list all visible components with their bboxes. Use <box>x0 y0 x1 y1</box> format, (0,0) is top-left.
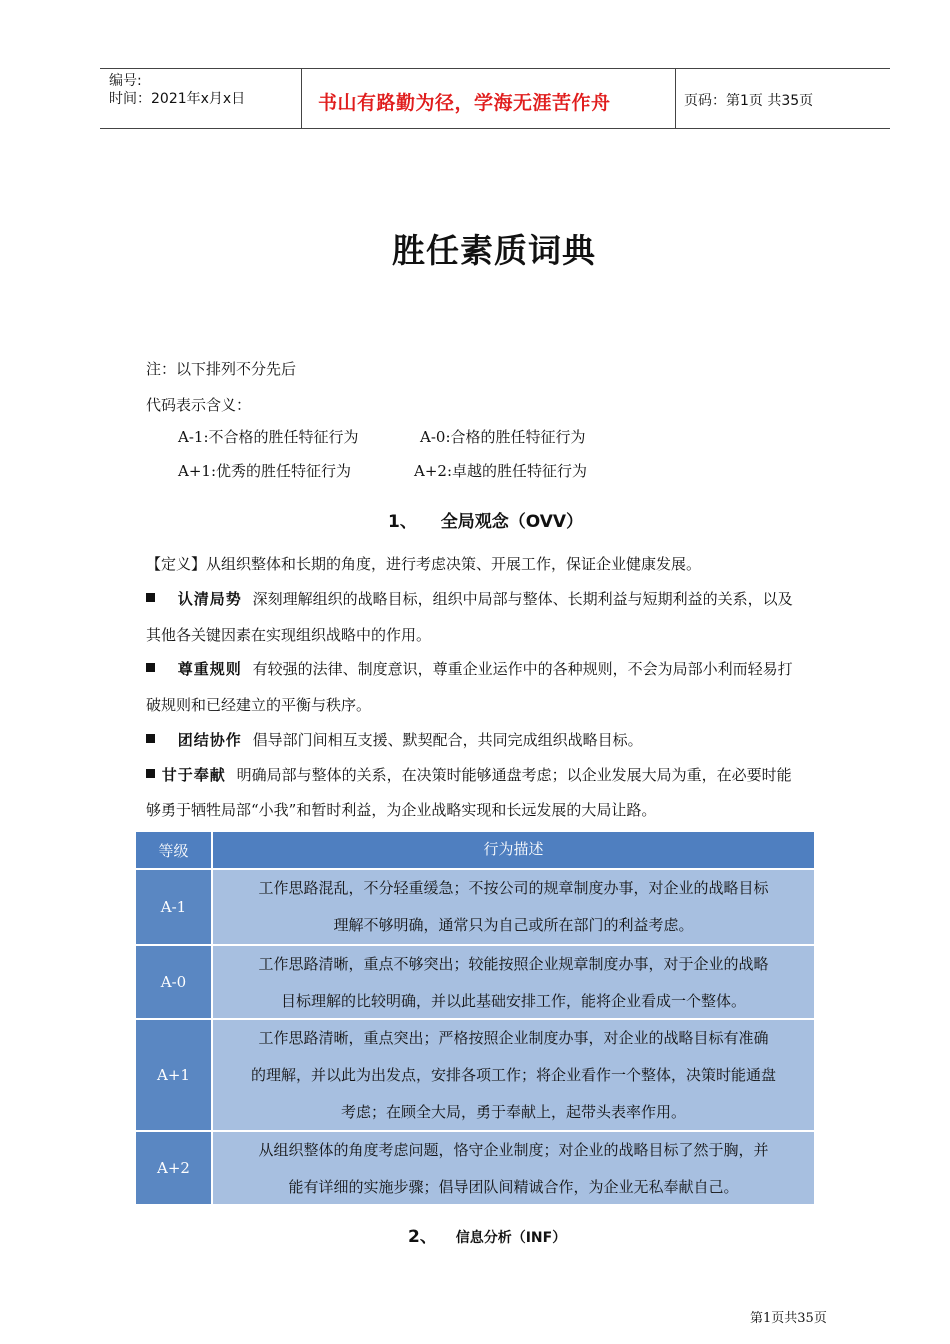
section1-heading <box>388 507 583 532</box>
description-line: 工作思路混乱，不分轻重缓急；不按公司的规章制度办事，对企业的战略目标 <box>258 879 769 897</box>
item-keyword: 认清局势 <box>177 590 242 608</box>
level-cell: A+2 <box>136 1132 211 1204</box>
table-header-row <box>136 832 814 868</box>
item-line: 深刻理解组织的战略目标，组织中局部与整体、长期利益与短期利益的关系，以及 <box>252 590 793 608</box>
header-number-label: 编号: <box>109 73 142 89</box>
item-line: 倡导部门间相互支援、默契配合，共同完成组织战略目标。 <box>252 731 643 749</box>
description-line: 能有详细的实施步骤；倡导团队间精诚合作，为企业无私奉献自己。 <box>288 1178 739 1196</box>
header-divider-right <box>675 68 676 129</box>
page-footer: 第1页共35页 <box>750 1311 827 1326</box>
description-cell <box>213 1020 814 1130</box>
note-text: 注：以下排列不分先后 <box>146 360 297 378</box>
square-bullet-icon <box>146 734 155 743</box>
description-line: 理解不够明确，通常只为自己或所在部门的利益考虑。 <box>333 916 694 934</box>
header-time: 时间：2021年x月x日 <box>109 91 246 107</box>
description-line: 考虑；在顾全大局，勇于奉献上，起带头表率作用。 <box>340 1103 686 1121</box>
level-cell: A-0 <box>136 946 211 1018</box>
item-respect-rules <box>146 660 793 679</box>
item-line: 明确局部与整体的关系，在决策时能够通盘考虑；以企业发展大局为重，在必要时能 <box>236 766 792 784</box>
item-line-continued: 够勇于牺牲局部“小我”和暂时利益，为企业战略实现和长远发展的大局让路。 <box>146 801 657 819</box>
table-row <box>136 946 814 1018</box>
item-teamwork <box>146 731 643 750</box>
description-cell <box>213 870 814 944</box>
code-a+2: A+2:卓越的胜任特征行为 <box>414 462 587 480</box>
header-motto: 书山有路勤为径，学海无涯苦作舟 <box>318 92 611 114</box>
header-bottom-rule <box>100 128 890 129</box>
section2-number: 2、 <box>408 1227 437 1247</box>
item-keyword: 团结协作 <box>177 731 242 749</box>
level-cell: A-1 <box>136 870 211 944</box>
item-recognize-situation <box>146 590 793 609</box>
item-keyword: 甘于奉献 <box>161 766 226 784</box>
code-a-1: A-1:不合格的胜任特征行为 <box>178 428 359 446</box>
item-line-continued: 破规则和已经建立的平衡与秩序。 <box>146 696 372 714</box>
level-cell: A+1 <box>136 1020 211 1130</box>
table-row <box>136 1020 814 1130</box>
description-line: 目标理解的比较明确，并以此基础安排工作，能将企业看成一个整体。 <box>280 992 746 1010</box>
section1-title: 全局观念（OVV） <box>440 512 584 532</box>
page-title: 胜任素质词典 <box>392 231 596 270</box>
description-line: 从组织整体的角度考虑问题，恪守企业制度；对企业的战略目标了然于胸，并 <box>258 1141 769 1159</box>
table-row <box>136 870 814 944</box>
code-a+1: A+1:优秀的胜任特征行为 <box>178 462 351 480</box>
description-line: 工作思路清晰，重点不够突出；较能按照企业规章制度办事，对于企业的战略 <box>258 955 769 973</box>
section1-number: 1、 <box>388 512 417 532</box>
code-intro: 代码表示含义： <box>146 396 252 414</box>
header-description: 行为描述 <box>213 832 814 868</box>
description-line: 的理解，并以此为出发点，安排各项工作；将企业看作一个整体，决策时能通盘 <box>250 1066 776 1084</box>
square-bullet-icon <box>146 769 155 778</box>
section1-definition: 【定义】从组织整体和长期的角度，进行考虑决策、开展工作，保证企业健康发展。 <box>146 555 702 573</box>
table-row <box>136 1132 814 1204</box>
header-level: 等级 <box>136 832 211 868</box>
item-keyword: 尊重规则 <box>177 660 242 678</box>
section2-title: 信息分析（INF） <box>455 1230 567 1246</box>
square-bullet-icon <box>146 593 155 602</box>
header-divider-left <box>301 68 302 129</box>
description-line: 工作思路清晰，重点突出；严格按照企业制度办事，对企业的战略目标有准确 <box>258 1029 769 1047</box>
square-bullet-icon <box>146 663 155 672</box>
item-line: 有较强的法律、制度意识，尊重企业运作中的各种规则，不会为局部小利而轻易打 <box>252 660 793 678</box>
header-page-info: 页码：第1页 共35页 <box>684 93 814 109</box>
header-top-rule <box>100 68 890 69</box>
item-dedication <box>146 766 792 785</box>
code-a-0: A-0:合格的胜任特征行为 <box>420 428 586 446</box>
item-line-continued: 其他各关键因素在实现组织战略中的作用。 <box>146 626 432 644</box>
description-cell <box>213 1132 814 1204</box>
description-cell <box>213 946 814 1018</box>
section2-heading <box>408 1222 566 1247</box>
